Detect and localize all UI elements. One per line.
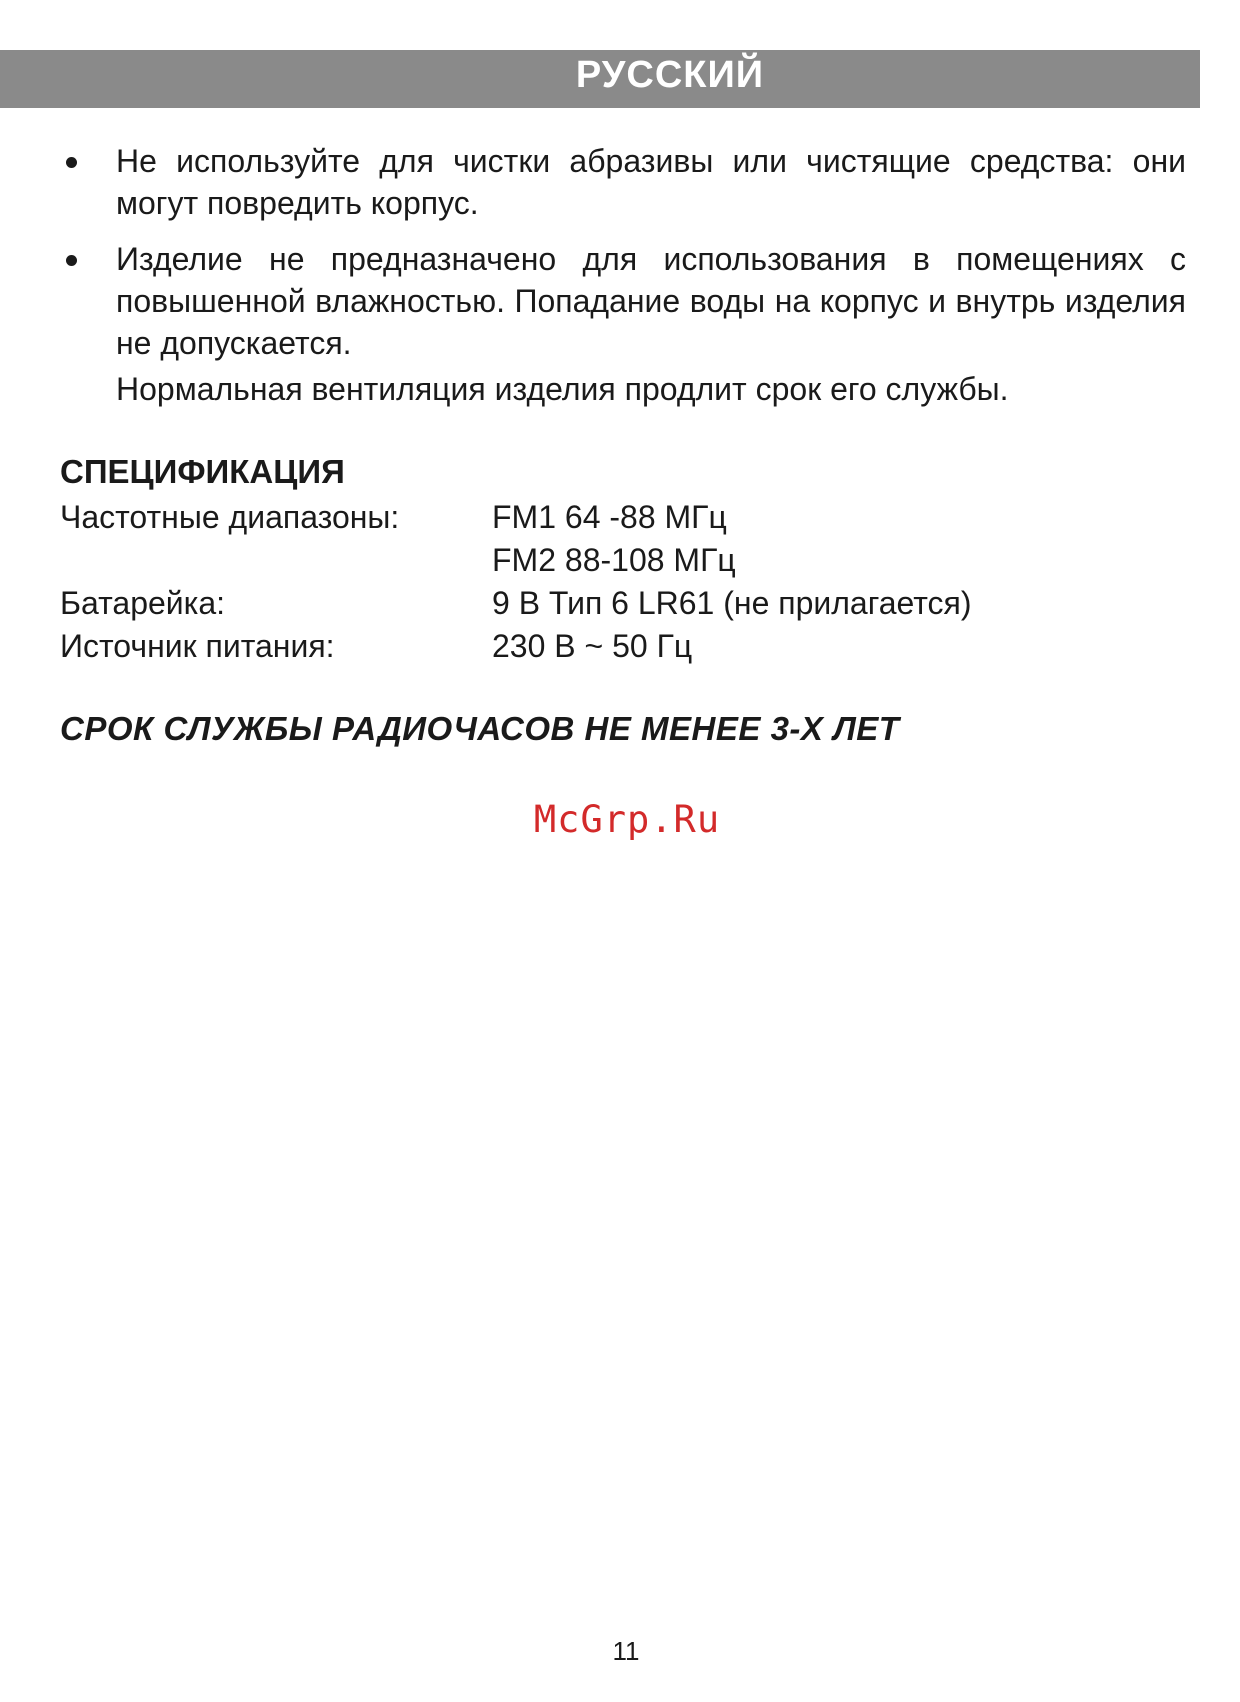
bullet-text: Изделие не предназначено для использования в помещениях с повышенной влажностью. Попадание воды на корпус и внутрь изделия не допускается. — [116, 241, 1186, 361]
language-title: РУССКИЙ — [575, 54, 765, 96]
spec-label — [60, 539, 492, 582]
spec-label: Частотные диапазоны: — [60, 499, 400, 535]
bullet-text-continuation: Нормальная вентиляция изделия продлит срок его службы. — [116, 371, 1009, 407]
spec-row — [60, 496, 1160, 539]
page-number: 11 — [612, 1636, 640, 1666]
specification-section — [60, 450, 1160, 668]
spec-row — [60, 625, 1160, 668]
bullet-dot-icon — [66, 157, 77, 168]
spec-label: Источник питания: — [60, 628, 335, 664]
service-life-note: СРОК СЛУЖБЫ РАДИОЧАСОВ НЕ МЕНЕЕ 3-Х ЛЕТ — [60, 710, 900, 747]
bullet-item — [60, 238, 1186, 410]
watermark: McGrp.Ru — [533, 798, 721, 841]
bullet-item — [60, 140, 1186, 224]
spec-value: FM1 64 -88 МГц — [492, 499, 727, 535]
spec-label: Батарейка: — [60, 585, 226, 621]
spec-value: 230 В ~ 50 Гц — [492, 628, 693, 664]
language-header-bar — [0, 50, 1200, 108]
spec-row — [60, 582, 1160, 625]
specification-title: СПЕЦИФИКАЦИЯ — [60, 453, 345, 490]
spec-value: FM2 88-108 МГц — [492, 542, 736, 578]
spec-row — [60, 539, 1160, 582]
bullet-dot-icon — [66, 255, 77, 266]
care-instructions — [60, 140, 1186, 424]
spec-value: 9 В Тип 6 LR61 (не прилагается) — [492, 585, 972, 621]
bullet-text: Не используйте для чистки абразивы или чистящие средства: они могут повредить корпус. — [116, 143, 1186, 221]
